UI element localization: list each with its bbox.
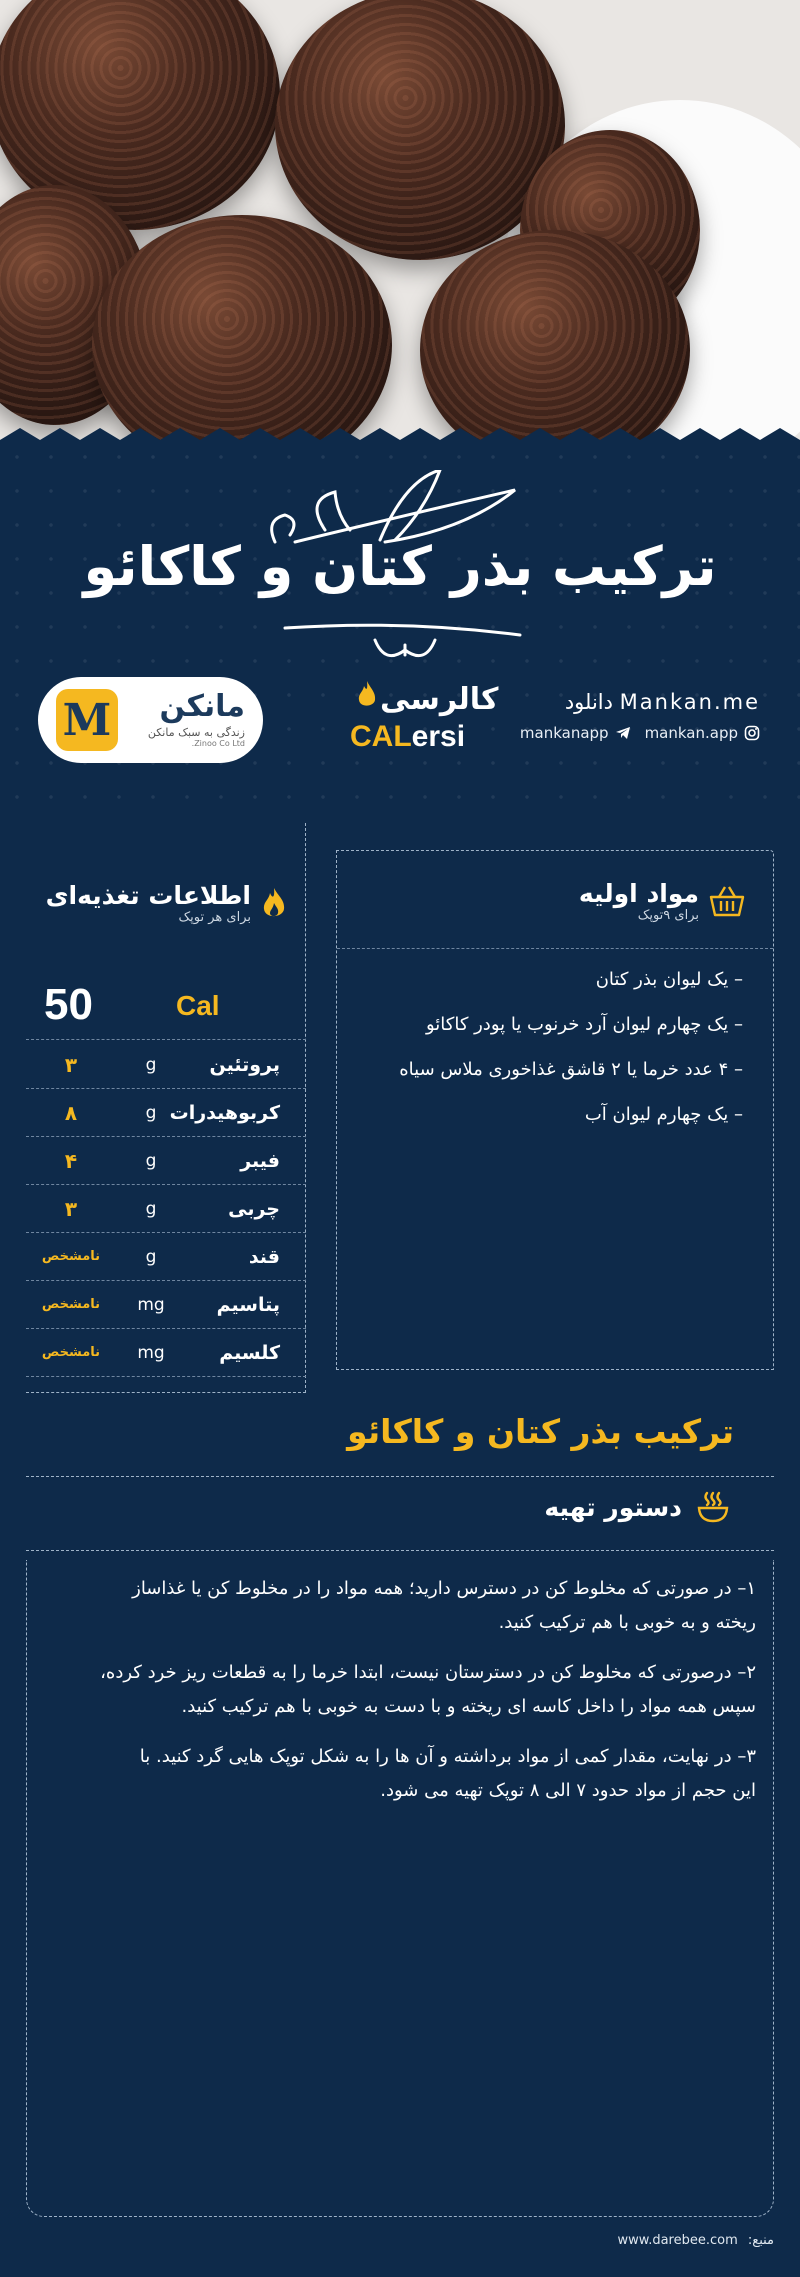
nutrition-row (26, 1281, 306, 1329)
basket-icon (709, 885, 745, 917)
zigzag-divider (0, 418, 800, 448)
nutrition-subtitle: برای هر توپک (178, 910, 251, 925)
recipe-step: ۲– درصورتی که مخلوط کن در دسترستان نیست، ابتدا خرما را به قطعات ریز خرد کرده، سپس همه مواد را داخل کاسه ای ریخته و با دست به خوبی با هم ترکیب کنید. (100, 1662, 756, 1717)
calersi-logo (350, 680, 499, 770)
source-link[interactable]: www.darebee.com (617, 2233, 738, 2248)
nutrient-unit: g (145, 1102, 157, 1123)
instagram-icon (744, 725, 760, 741)
nutrient-name: کلسیم (219, 1341, 280, 1364)
source-credit: منبع: www.darebee.com (617, 2233, 774, 2248)
calories-row (26, 980, 306, 1040)
recipe-step: ۱– در صورتی که مخلوط کن در دسترس دارید؛ همه مواد را در مخلوط کن یا غذاساز ریخته و به خوبی با هم ترکیب کنید. (132, 1578, 756, 1633)
nutrient-name: پروتئین (209, 1053, 280, 1076)
nutrient-value: ۴ (64, 1148, 78, 1173)
download-label: دانلود Mankan.me (564, 690, 760, 714)
recipe-step: ۳– در نهایت، مقدار کمی از مواد برداشته و آن ها را به شکل توپک هایی گرد کنید. با این حجم از مواد حدود ۷ الی ۸ توپک تهیه می شود. (139, 1746, 756, 1801)
instagram-handle[interactable]: mankan.app (645, 724, 760, 742)
mankan-logo-company: Zinoo Co Ltd. (191, 739, 245, 748)
nutrition-row (26, 1185, 306, 1233)
bowl-icon (696, 1490, 730, 1524)
hero-photo (0, 0, 800, 440)
calersi-logo-fa: کالرسی (380, 682, 499, 717)
telegram-handle[interactable]: mankanapp (520, 724, 631, 742)
nutrition-row (26, 1233, 306, 1281)
calersi-logo-en: CALersi (350, 720, 466, 753)
ingredients-subtitle: برای ۹توپک (637, 908, 699, 923)
nutrient-unit: g (145, 1054, 157, 1075)
nutrient-unit: mg (137, 1294, 165, 1315)
telegram-icon (615, 726, 631, 740)
recipe-title: ترکیب بذر کتان و کاکائو (347, 1412, 734, 1451)
page-title: ترکیب بذر کتان و کاکائو (83, 535, 717, 598)
ingredient-item: – یک لیوان بذر کتان (595, 969, 743, 990)
nutrient-value: ۳ (64, 1196, 78, 1221)
nutrition-row (26, 1089, 306, 1137)
nutrition-row (26, 1137, 306, 1185)
flame-icon (261, 886, 287, 920)
calories-value: 50 (44, 980, 93, 1029)
download-info (505, 690, 760, 742)
steps-title: دستور تهیه (544, 1492, 682, 1522)
nutrient-name: چربی (228, 1197, 280, 1220)
nutrient-name: فیبر (240, 1149, 280, 1172)
mankan-logo-icon: M (56, 689, 118, 751)
nutrient-value: نامشخص (41, 1249, 101, 1264)
nutrient-name: پتاسیم (216, 1293, 280, 1316)
ingredient-item: – یک چهارم لیوان آرد خرنوب یا پودر کاکائو (425, 1014, 743, 1035)
ingredient-item: – ۴ عدد خرما یا ۲ قاشق غذاخوری ملاس سیاه (399, 1059, 743, 1080)
mankan-logo-name: مانکن (159, 689, 245, 724)
mankan-logo (38, 677, 263, 763)
steps-header (544, 1490, 730, 1524)
recipe-frame (26, 1560, 774, 2217)
ingredient-item: – یک چهارم لیوان آب (584, 1104, 743, 1125)
nutrient-unit: mg (137, 1342, 165, 1363)
nutrient-name: کربوهیدرات (169, 1101, 280, 1124)
calories-unit: Cal (176, 990, 220, 1021)
nutrient-value: نامشخص (41, 1345, 101, 1360)
nutrition-row (26, 1041, 306, 1089)
nutrient-name: قند (248, 1245, 280, 1268)
mankan-logo-tagline: زندگی به سبک مانکن (147, 726, 245, 739)
nutrient-unit: g (145, 1150, 157, 1171)
flame-icon (356, 680, 378, 710)
nutrient-unit: g (145, 1246, 157, 1267)
ingredients-panel (336, 850, 774, 1370)
nutrient-value: نامشخص (41, 1297, 101, 1312)
nutrition-row (26, 1329, 306, 1377)
nutrient-unit: g (145, 1198, 157, 1219)
ingredients-title: مواد اولیه (578, 879, 699, 908)
nutrition-title: اطلاعات تغذیه‌ای (45, 881, 251, 910)
nutrient-value: ۸ (64, 1100, 78, 1125)
nutrition-panel (26, 823, 306, 1393)
nutrient-value: ۳ (64, 1052, 78, 1077)
